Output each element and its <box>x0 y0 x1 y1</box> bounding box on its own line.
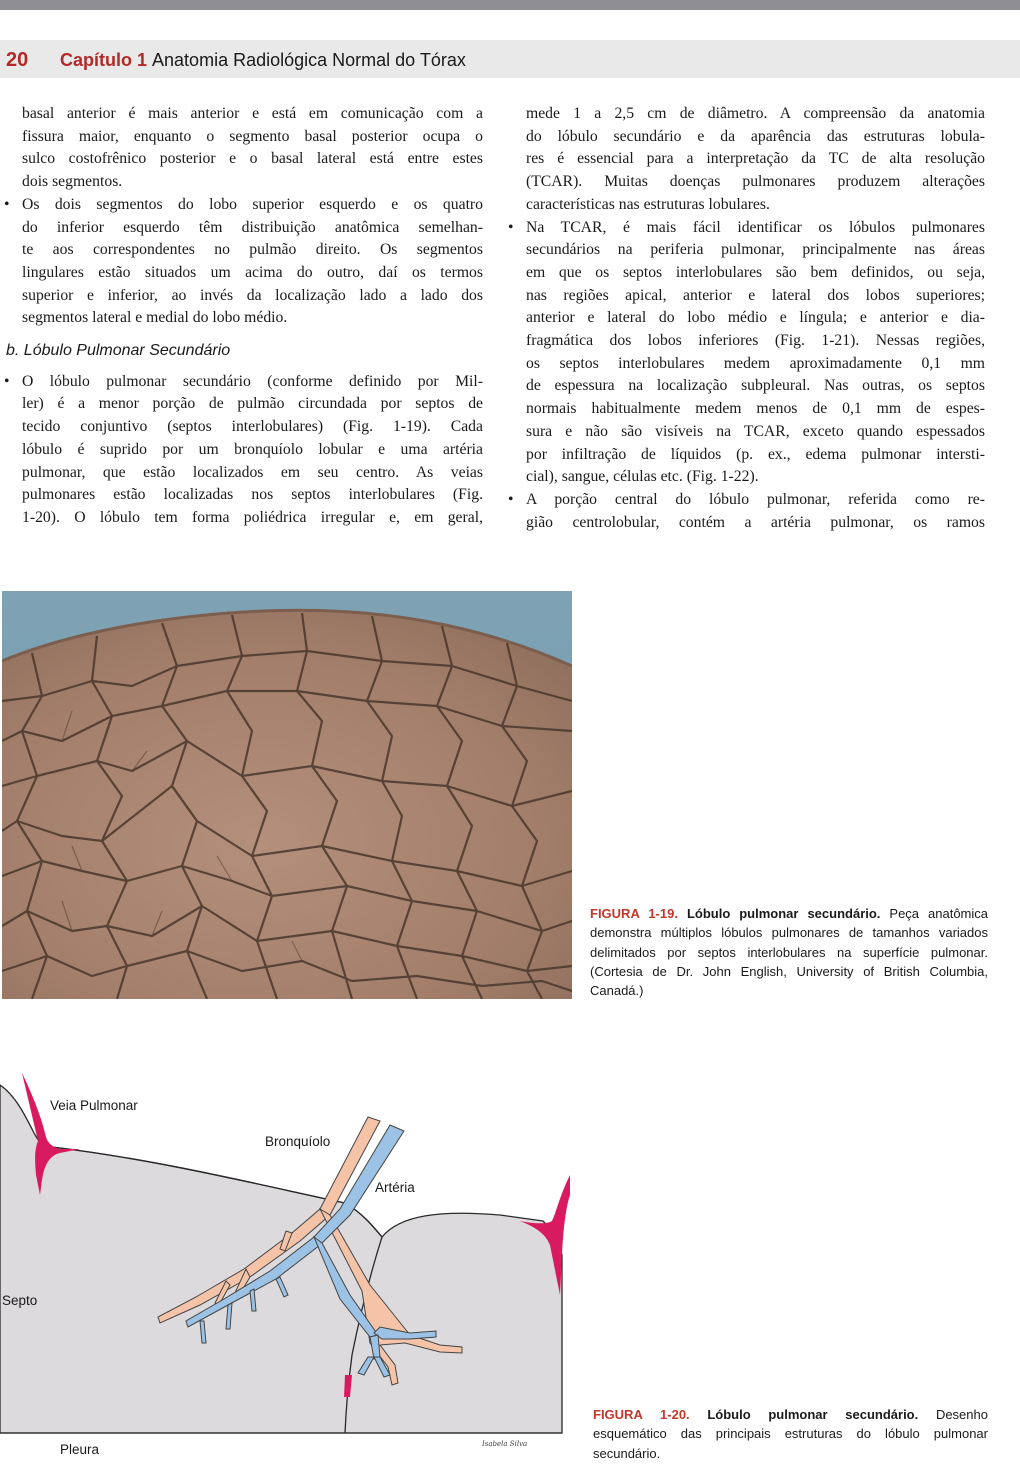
text-line: lingulares estão situados um acima do outro, daí os termos <box>22 263 483 281</box>
bullet-paragraph <box>22 194 483 330</box>
bullet-paragraph <box>526 217 985 489</box>
text-line: os septos interlobulares medem aproximadamente 0,1 mm <box>526 354 985 372</box>
text-line: • Os dois segmentos do lobo superior esquerdo e os quatro <box>22 195 483 213</box>
text-line: basal anterior é mais anterior e está em comunicação com a <box>22 105 483 122</box>
chapter-heading <box>60 50 466 71</box>
text-line: normais habitualmente medem menos de 0,1 mm de espes- <box>526 400 985 418</box>
lung-specimen-photo <box>2 591 572 999</box>
text-line: tecido conjuntivo (septos interlobulares) (Fig. 1-19). Cada <box>22 418 483 436</box>
figure-label: FIGURA 1-19. <box>590 906 678 921</box>
figure-1-19-caption <box>590 904 988 1000</box>
figure-label: FIGURA 1-20. <box>593 1407 690 1422</box>
text-line: sulco costofrênico posterior e o basal lateral está entre estes <box>22 150 483 168</box>
label-arteria: Artéria <box>375 1180 415 1195</box>
text-line: mede 1 a 2,5 cm de diâmetro. A compreensão da anatomia <box>526 105 985 122</box>
text-line: características nas estruturas lobulares. <box>526 195 770 213</box>
text-line: superior e inferior, ao invés da localização lado a lado dos <box>22 286 483 304</box>
text-line: secundários na periferia pulmonar, principalmente nas áreas <box>526 241 985 259</box>
chapter-title: Anatomia Radiológica Normal do Tórax <box>152 50 466 70</box>
text-line: 1-20). O lóbulo tem forma poliédrica irregular e, em geral, <box>22 508 483 526</box>
text-line: sura e não são visíveis na TCAR, exceto quando espessados <box>526 422 985 440</box>
text-line: res é essencial para a interpretação da TC de alta resolução <box>526 150 985 168</box>
label-pleura: Pleura <box>60 1442 100 1457</box>
text-line: do lóbulo secundário e da aparência das estruturas lobula- <box>526 127 985 145</box>
figure-title: Lóbulo pulmonar secundário. <box>686 906 881 921</box>
figure-title: Lóbulo pulmonar secundário. <box>707 1407 919 1422</box>
text-line: ler) é a menor porção de pulmão circundada por septos de <box>22 395 483 413</box>
left-column <box>6 103 483 530</box>
text-line: • A porção central do lóbulo pulmonar, referida como re- <box>526 490 985 508</box>
section-subheading: b. Lóbulo Pulmonar Secundário <box>6 342 231 360</box>
text-line: cial), sangue, células etc. (Fig. 1-22). <box>526 468 759 486</box>
artist-signature: Isabela Silva <box>482 1440 528 1448</box>
text-line: segmentos lateral e medial do lobo médio. <box>22 309 288 327</box>
figure-text: Desenho esquemático das principais estruturas do lóbulo pulmonar secundário. <box>593 1407 988 1461</box>
bullet-paragraph <box>526 489 985 534</box>
text-line: • Na TCAR, é mais fácil identificar os lóbulos pulmonares <box>526 218 985 236</box>
figure-1-20-caption <box>593 1405 988 1463</box>
text-line: de espessura na localização subpleural. Nas outras, os septos <box>526 377 985 395</box>
page-number: 20 <box>6 49 29 71</box>
text-line: anterior e lateral do lobo médio e língula; e anterior e dia- <box>526 309 985 327</box>
text-line: • O lóbulo pulmonar secundário (conforme definido por Mil- <box>22 372 483 390</box>
text-line: do inferior esquerdo têm distribuição anatômica semelhan- <box>22 218 483 236</box>
lung-surface-illustration <box>2 591 572 999</box>
label-bronquiolo: Bronquíolo <box>265 1134 331 1149</box>
text-line: em que os septos interlobulares são bem definidos, ou seja, <box>526 263 985 281</box>
text-line: gião centrolobular, contém a artéria pulmonar, os ramos <box>526 513 985 531</box>
text-line: por infiltração de líquidos (p. ex., edema pulmonar intersti- <box>526 445 985 463</box>
text-line: fissura maior, enquanto o segmento basal posterior ocupa o <box>22 127 483 145</box>
paragraph <box>526 103 985 217</box>
bullet-paragraph <box>22 371 483 530</box>
label-veia-pulmonar: Veia Pulmonar <box>50 1098 138 1113</box>
text-line: (TCAR). Muitas doenças pulmonares produzem alterações <box>526 173 985 191</box>
chapter-label: Capítulo 1 <box>60 50 148 70</box>
text-line: te aos correspondentes no pulmão direito. Os segmentos <box>22 241 483 259</box>
secondary-lobule-diagram <box>0 1045 580 1468</box>
figure-text: Peça anatômica demonstra múltiplos lóbulos pulmonares de tamanhos variados delimitados por septos interlobulares na superfície pulmonar. (Cortesia de Dr. John English, University of British Columbia, Canadá.) <box>590 906 988 999</box>
paragraph <box>22 103 483 194</box>
label-septo: Septo <box>2 1293 38 1308</box>
text-line: fragmática dos lobos inferiores (Fig. 1-21). Nessas regiões, <box>526 332 985 350</box>
text-line: pulmonar, que estão localizados em seu centro. As veias <box>22 463 483 481</box>
top-bar <box>0 0 1020 10</box>
text-line: lóbulo é suprido por um bronquíolo lobular e uma artéria <box>22 440 483 458</box>
text-line: nas regiões apical, anterior e lateral dos lobos superiores; <box>526 286 985 304</box>
text-line: pulmonares estão localizadas nos septos interlobulares (Fig. <box>22 486 483 504</box>
right-column <box>526 103 985 534</box>
text-line: dois segmentos. <box>22 173 123 191</box>
